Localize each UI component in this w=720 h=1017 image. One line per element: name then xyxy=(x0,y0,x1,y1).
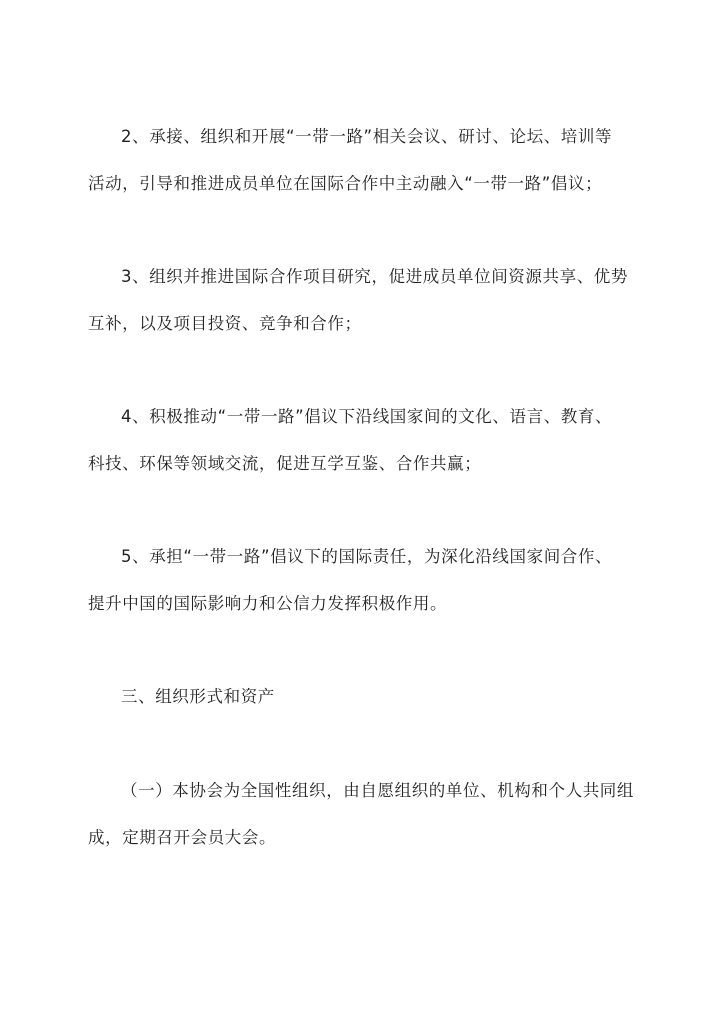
paragraph-subsection-1 xyxy=(88,767,644,861)
text-line: 提升中国的国际影响力和公信力发挥积极作用。 xyxy=(88,594,448,613)
text-line: 4、积极推动“一带一路”倡议下沿线国家间的文化、语言、教育、 xyxy=(121,407,613,426)
section-heading xyxy=(88,673,644,720)
text-line: 2、承接、组织和开展“一带一路”相关会议、研讨、论坛、培训等 xyxy=(121,127,613,146)
text-line: 5、承担“一带一路”倡议下的国际责任，为深化沿线国家间合作、 xyxy=(121,547,613,566)
text-line: （一）本协会为全国性组织，由自愿组织的单位、机构和个人共同组 xyxy=(121,781,634,800)
text-line: 互补，以及项目投资、竞争和合作； xyxy=(88,314,362,333)
heading-text: 三、组织形式和资产 xyxy=(121,687,275,706)
text-line: 活动，引导和推进成员单位在国际合作中主动融入“一带一路”倡议； xyxy=(88,174,603,193)
text-line: 3、组织并推进国际合作项目研究，促进成员单位间资源共享、优势 xyxy=(121,267,628,286)
paragraph-item-5 xyxy=(88,533,644,627)
paragraph-item-3 xyxy=(88,253,644,347)
paragraph-item-4 xyxy=(88,393,644,487)
paragraph-item-2 xyxy=(88,113,644,207)
text-line: 科技、环保等领域交流，促进互学互鉴、合作共赢； xyxy=(88,454,482,473)
text-line: 成，定期召开会员大会。 xyxy=(88,828,277,847)
